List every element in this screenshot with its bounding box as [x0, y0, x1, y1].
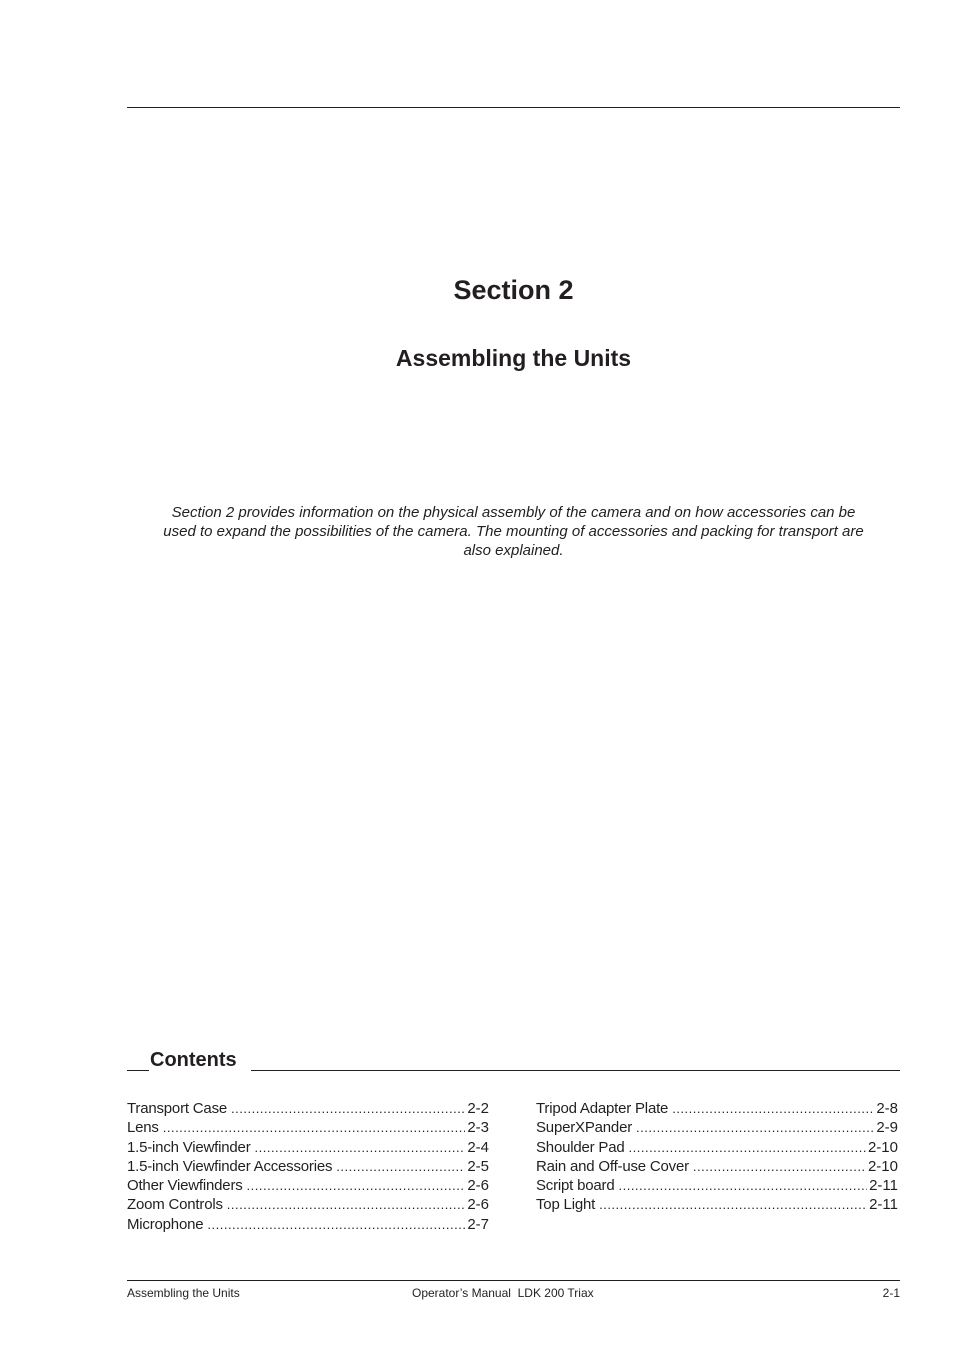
footer-chapter-title: Assembling the Units: [127, 1286, 240, 1300]
toc-entry-page: 2-6: [467, 1177, 489, 1195]
toc-entry[interactable]: [127, 1215, 489, 1234]
footer-manual-title: Operator’s Manual LDK 200 Triax: [412, 1286, 594, 1300]
toc-entry-page: 2-7: [467, 1215, 489, 1233]
toc-entry[interactable]: [536, 1157, 898, 1176]
toc-leader: [255, 1138, 466, 1157]
section-title: Section 2: [453, 275, 574, 305]
toc-leader: [231, 1099, 465, 1118]
contents-title: Contents: [150, 1049, 237, 1071]
toc-entry-title: Transport Case: [127, 1100, 228, 1117]
toc-entry-title: Lens: [127, 1119, 159, 1137]
toc-entry[interactable]: [127, 1138, 489, 1157]
top-rule: [127, 107, 900, 108]
footer-rule: [127, 1280, 900, 1281]
toc-entry[interactable]: [127, 1176, 489, 1195]
toc-entry-title: SuperXPander: [536, 1119, 633, 1137]
toc-entry[interactable]: [536, 1099, 898, 1118]
toc-leader: [629, 1138, 866, 1157]
toc-leader: [636, 1118, 874, 1137]
footer-page-number: 2-1: [882, 1286, 900, 1300]
toc-entry-title: Rain and Off-use Cover: [536, 1157, 689, 1175]
toc-entry[interactable]: [536, 1176, 898, 1195]
toc-leader: [599, 1195, 867, 1214]
toc-leader: [672, 1099, 874, 1118]
toc-entry[interactable]: [536, 1118, 898, 1137]
toc-leader: [336, 1157, 465, 1176]
toc-column-left: [127, 1099, 489, 1234]
toc-entry-page: 2-10: [867, 1138, 898, 1156]
toc-leader: [618, 1176, 867, 1195]
toc-entry-title: Tripod Adapter Plate: [536, 1100, 669, 1117]
toc-entry-page: 2-11: [869, 1196, 898, 1214]
contents-heading: [127, 1046, 900, 1072]
toc-entry[interactable]: [536, 1195, 898, 1214]
toc-entry-title: 1.5-inch Viewfinder: [127, 1138, 251, 1156]
section-subtitle: Assembling the Units: [395, 345, 632, 371]
contents-rule-left: [127, 1070, 149, 1071]
toc-entry-title: Top Light: [536, 1196, 596, 1214]
toc-entry-title: Zoom Controls: [127, 1196, 223, 1214]
toc-entry-title: Microphone: [127, 1215, 204, 1233]
toc-entry[interactable]: [536, 1138, 898, 1157]
toc-entry-page: 2-2: [467, 1100, 489, 1117]
toc-leader: [163, 1118, 466, 1137]
toc-entry-page: 2-9: [876, 1119, 898, 1137]
toc-entry[interactable]: [127, 1195, 489, 1214]
toc-leader: [207, 1215, 465, 1234]
toc-entry-page: 2-11: [869, 1177, 898, 1195]
toc-entry[interactable]: [127, 1118, 489, 1137]
toc-entry-title: 1.5-inch Viewfinder Accessories: [127, 1157, 333, 1175]
toc-entry[interactable]: [127, 1157, 489, 1176]
toc-column-right: [536, 1099, 898, 1215]
toc-entry-page: 2-6: [467, 1196, 489, 1214]
toc-entry-title: Shoulder Pad: [536, 1138, 625, 1156]
contents-rule-right: [251, 1070, 900, 1071]
toc-entry[interactable]: [127, 1099, 489, 1118]
toc-entry-page: 2-5: [467, 1157, 489, 1175]
toc-leader: [247, 1176, 466, 1195]
toc-entry-page: 2-10: [867, 1157, 898, 1175]
intro-paragraph: Section 2 provides information on the physical assembly of the camera and on how accessories can be used to expand the possibilities of the camera. The mounting of accessories and packing for transport are also explained.: [163, 504, 864, 559]
toc-entry-title: Script board: [536, 1177, 615, 1195]
toc-entry-page: 2-4: [467, 1138, 489, 1156]
toc-entry-title: Other Viewfinders: [127, 1177, 243, 1195]
toc-leader: [693, 1157, 866, 1176]
toc-entry-page: 2-3: [467, 1119, 489, 1137]
toc-entry-page: 2-8: [876, 1100, 898, 1117]
toc-leader: [227, 1195, 466, 1214]
